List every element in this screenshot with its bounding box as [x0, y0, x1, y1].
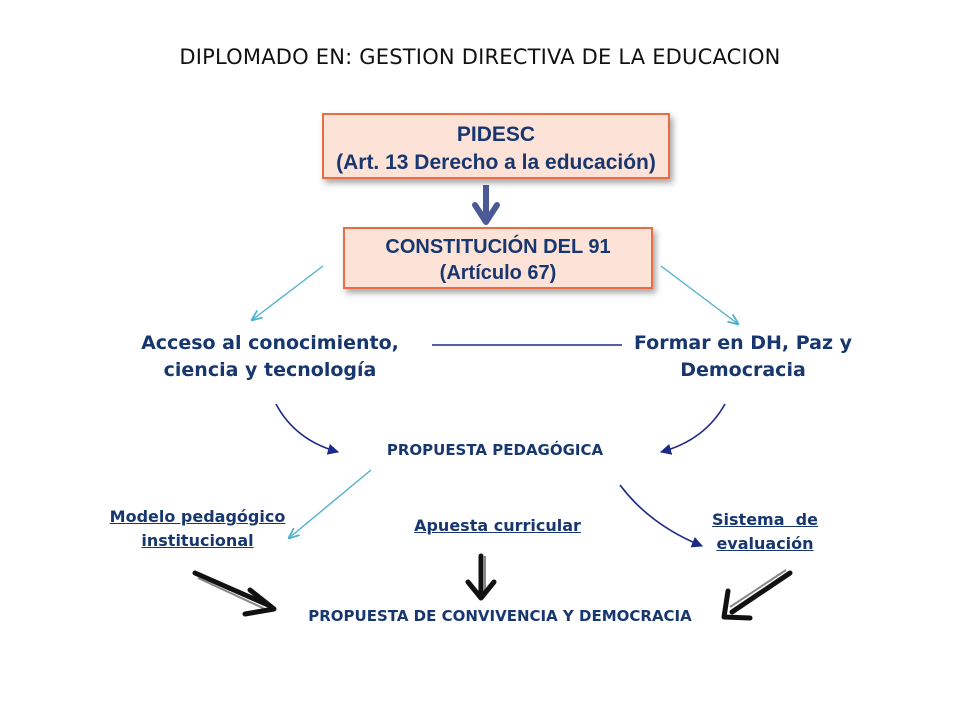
- acceso-line-1: Acceso al conocimiento,: [141, 332, 399, 354]
- pidesc-title: PIDESC: [456, 123, 536, 146]
- curve-acceso-to-propuesta: [276, 404, 338, 452]
- block-arrow-down: [475, 185, 497, 222]
- pidesc-subtitle: (Art. 13 Derecho a la educación): [336, 151, 656, 174]
- node-propuesta-pedagogica: PROPUESTA PEDAGÓGICA: [386, 441, 604, 459]
- link-sistema-evaluacion[interactable]: [690, 508, 840, 556]
- slide-title: DIPLOMADO EN: GESTION DIRECTIVA DE LA EDUCACION: [179, 45, 781, 69]
- bold-arrow-right: [724, 570, 790, 618]
- link-modelo-pedagogico[interactable]: [90, 505, 305, 553]
- arrow-to-acceso: [252, 266, 323, 320]
- formar-line-2: Democracia: [680, 359, 806, 381]
- link-apuesta-curricular[interactable]: Apuesta curricular: [414, 516, 581, 535]
- constitucion-subtitle: (Artículo 67): [439, 262, 557, 284]
- modelo-line-1: Modelo pedagógico: [109, 507, 286, 526]
- node-formar: [618, 330, 868, 384]
- sistema-line-1: Sistema de: [712, 510, 818, 529]
- sistema-line-2: evaluación: [716, 534, 814, 553]
- box-pidesc: [322, 113, 670, 179]
- bold-arrow-left: [195, 573, 274, 614]
- constitucion-title: CONSTITUCIÓN DEL 91: [385, 236, 611, 258]
- acceso-line-2: ciencia y tecnología: [163, 359, 377, 381]
- formar-line-1: Formar en DH, Paz y: [633, 332, 853, 354]
- node-acceso: [130, 330, 410, 384]
- curve-formar-to-propuesta: [661, 404, 725, 452]
- arrow-to-formar: [661, 266, 738, 324]
- box-constitucion: [343, 227, 653, 289]
- node-convivencia: PROPUESTA DE CONVIVENCIA Y DEMOCRACIA: [308, 607, 692, 625]
- bold-arrow-center: [468, 556, 494, 598]
- modelo-line-2: institucional: [141, 531, 254, 550]
